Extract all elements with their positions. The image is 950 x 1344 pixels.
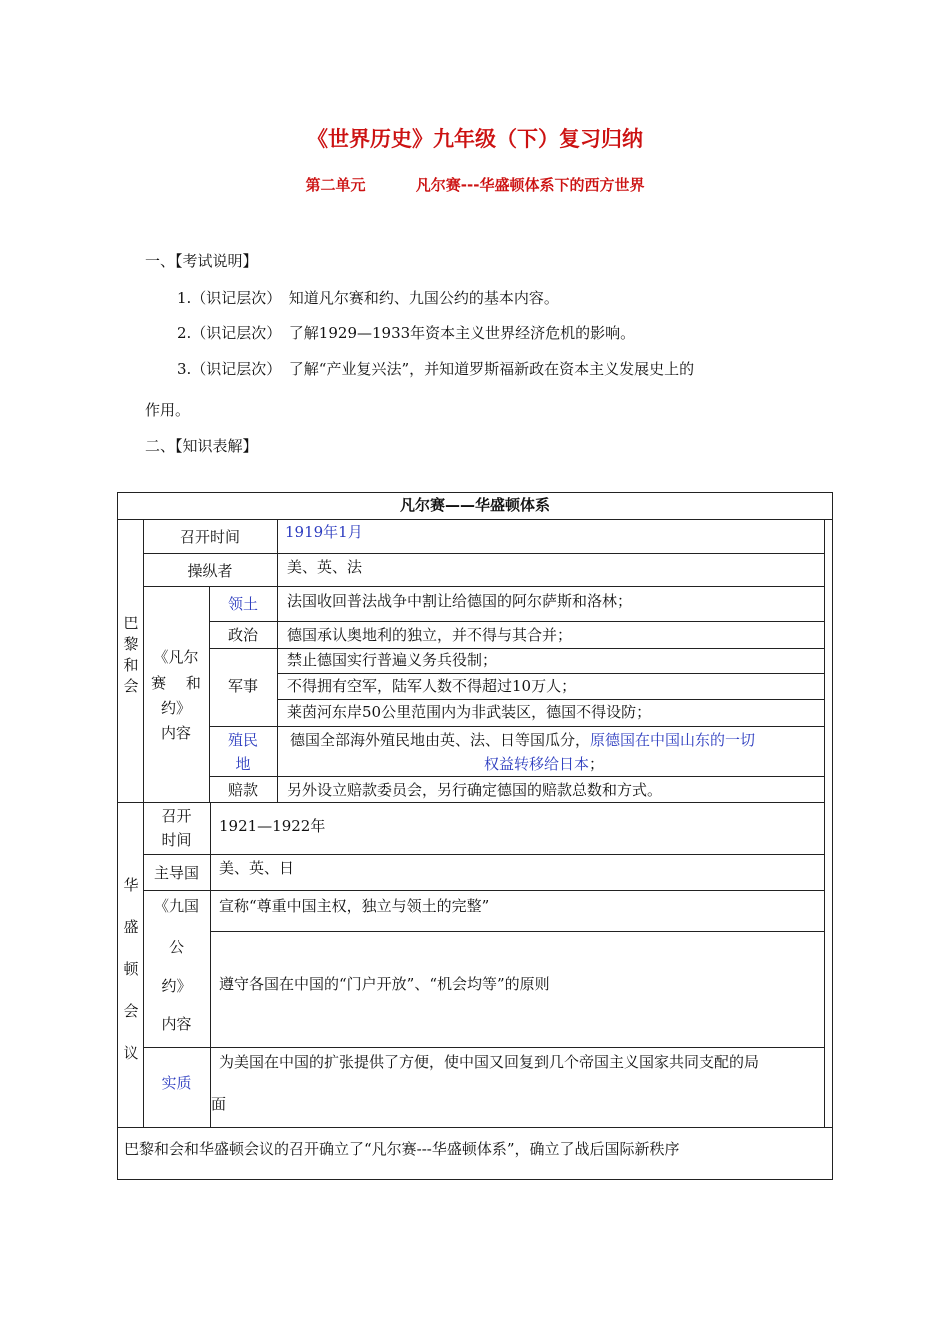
- territory-label: 领土: [227, 595, 258, 613]
- colony-value-line1: 德国全部海外殖民地由英、法、日等国瓜分，原德国在中国山东的一切: [290, 731, 756, 749]
- territory-value: 法国收回普法战争中割让给德国的阿尔萨斯和洛林；: [287, 592, 633, 610]
- nine-power-clause-1: 宣称“尊重中国主权，独立与领土的完整”: [219, 897, 490, 915]
- military-clause-3: 莱茵河东岸50公里范围内为非武装区，德国不得设防；: [287, 703, 652, 721]
- paris-manipulator-value: 美、英、法: [287, 558, 363, 576]
- paris-manipulator-label: 操纵者: [187, 562, 233, 580]
- washington-time-value: 1921—1922年: [219, 817, 326, 835]
- politics-label: 政治: [227, 626, 258, 644]
- exam-item-3-cont: 作用。: [145, 401, 191, 419]
- section-heading-table: 二、【知识表解】: [145, 437, 258, 455]
- military-label: 军事: [227, 677, 258, 695]
- leading-nations-label: 主导国: [153, 864, 199, 882]
- leading-nations-value: 美、英、日: [219, 859, 295, 877]
- essence-value-line1: 为美国在中国的扩张提供了方便，使中国又回复到几个帝国主义国家共同支配的局: [219, 1053, 760, 1071]
- paris-time-value: 1919年1月: [285, 523, 363, 541]
- reparations-label: 赔款: [227, 781, 258, 799]
- exam-item-1: 1.（识记层次） 知道凡尔赛和约、九国公约的基本内容。: [177, 289, 559, 307]
- exam-item-2: 2.（识记层次） 了解1929—1933年资本主义世界经济危机的影响。: [177, 324, 636, 342]
- table-header: 凡尔赛——华盛顿体系: [399, 496, 550, 514]
- military-clause-2: 不得拥有空军，陆军人数不得超过10万人；: [287, 677, 577, 695]
- exam-item-3: 3.（识记层次） 了解“产业复兴法”，并知道罗斯福新政在资本主义发展史上的: [177, 360, 695, 378]
- military-clause-1: 禁止德国实行普遍义务兵役制；: [287, 651, 498, 669]
- colony-value-line2: 权益转移给日本；: [484, 755, 605, 773]
- section-heading-exam: 一、【考试说明】: [145, 252, 258, 270]
- essence-label: 实质: [161, 1074, 192, 1092]
- reparations-value: 另外设立赔款委员会，另行确定德国的赔款总数和方式。: [287, 781, 663, 799]
- washington-label: 华 盛 顿 会 议: [123, 876, 139, 1062]
- politics-value: 德国承认奥地利的独立，并不得与其合并；: [287, 626, 573, 644]
- essence-value-line2: 面: [211, 1095, 227, 1113]
- table-footer-summary: 巴黎和会和华盛顿会议的召开确立了“凡尔赛---华盛顿体系”，确立了战后国际新秩序: [124, 1140, 680, 1158]
- paris-time-label: 召开时间: [179, 528, 240, 546]
- nine-power-clause-2: 遵守各国在中国的“门户开放”、“机会均等”的原则: [219, 975, 550, 993]
- unit-subtitle: 第二单元 凡尔赛---华盛顿体系下的西方世界: [305, 176, 645, 194]
- paris-label: 巴 黎 和 会: [123, 614, 139, 695]
- page-title: 《世界历史》九年级（下）复习归纳: [307, 127, 643, 151]
